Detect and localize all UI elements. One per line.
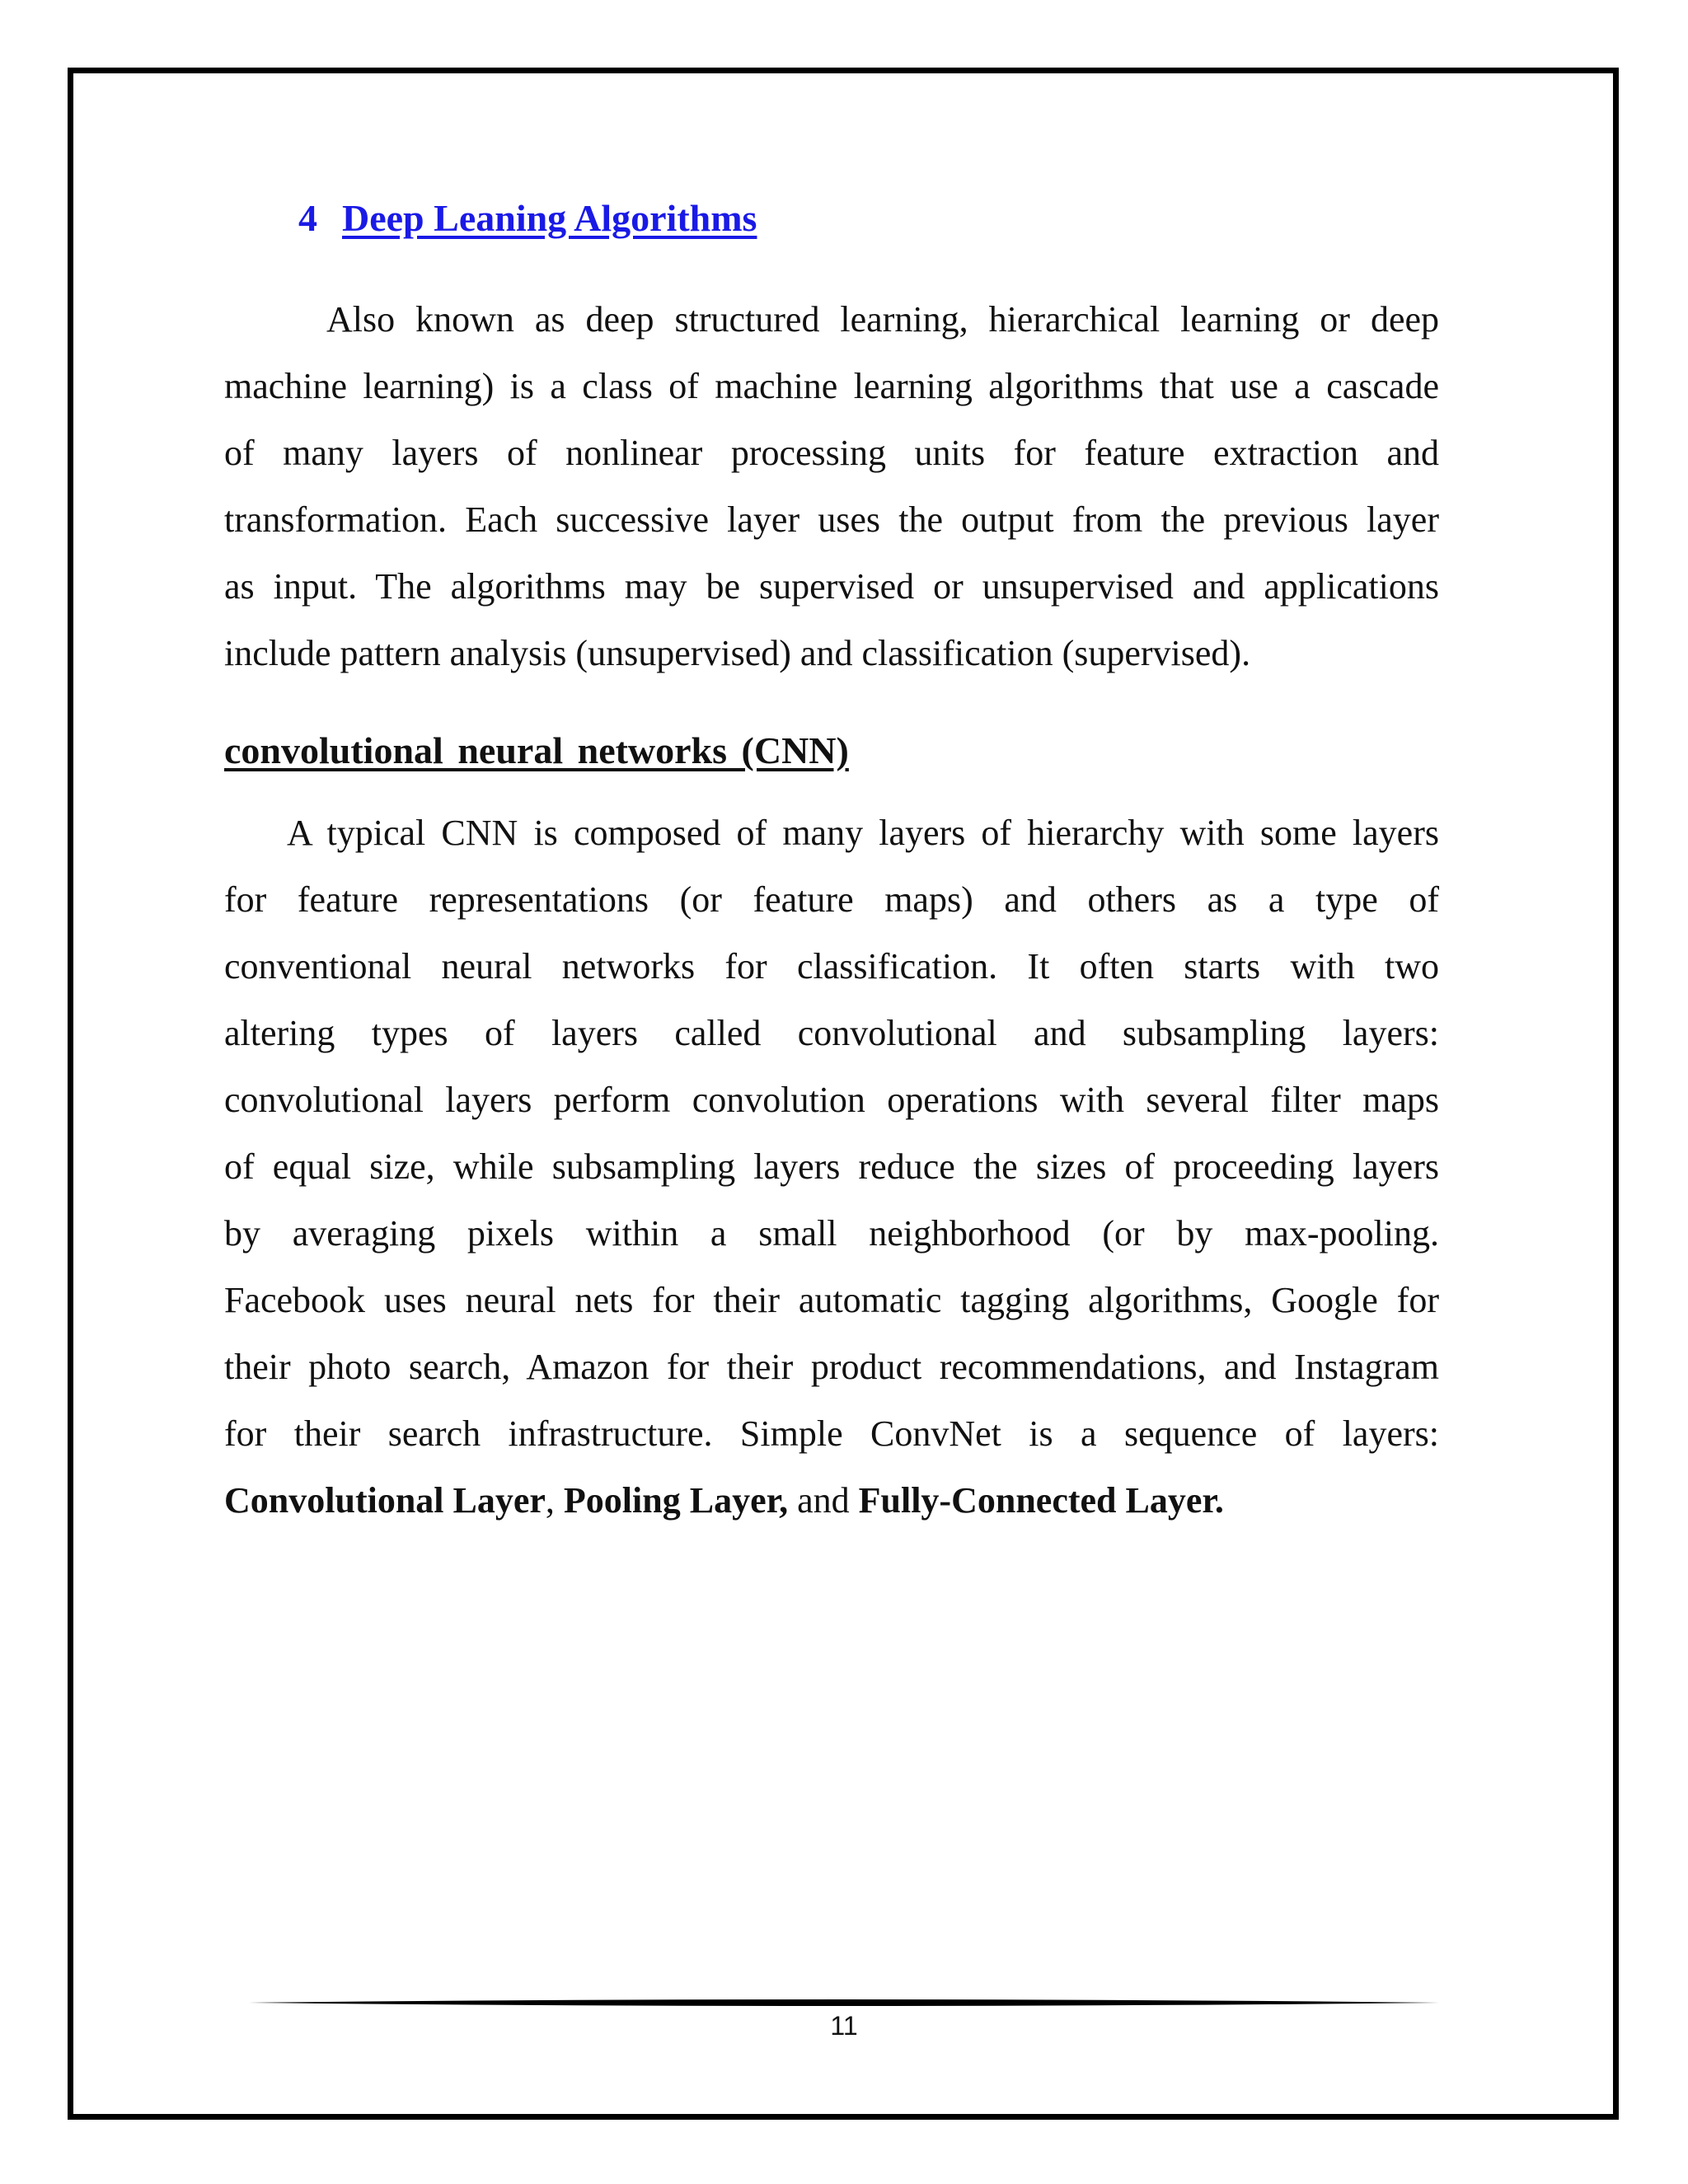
term-fully-connected-layer: Fully-Connected Layer. xyxy=(858,1480,1224,1521)
cnn-line: altering types of layers called convolutional and subsampling layers: xyxy=(224,1013,1439,1053)
cnn-line: convolutional layers perform convolution operations with several filter maps xyxy=(224,1080,1439,1120)
intro-line: include pattern analysis (unsupervised) and classification (supervised). xyxy=(224,633,1251,673)
section-heading xyxy=(298,196,757,240)
intro-line: of many layers of nonlinear processing units for feature extraction and xyxy=(224,433,1439,473)
cnn-paragraph xyxy=(224,799,1439,1534)
separator: , xyxy=(545,1480,564,1521)
intro-line: transformation. Each successive layer uses the output from the previous layer xyxy=(224,499,1439,540)
term-pooling-layer: Pooling Layer, xyxy=(563,1480,789,1521)
separator: and xyxy=(788,1480,859,1521)
intro-line: machine learning) is a class of machine learning algorithms that use a cascade xyxy=(224,366,1439,406)
cnn-heading: convolutional neural networks (CNN) xyxy=(224,729,849,771)
section-title-link[interactable]: Deep Leaning Algorithms xyxy=(342,197,757,239)
cnn-line: by averaging pixels within a small neighborhood (or by max-pooling. xyxy=(224,1213,1439,1254)
cnn-line: for feature representations (or feature maps) and others as a type of xyxy=(224,879,1439,920)
intro-paragraph xyxy=(224,286,1439,687)
footer-rule xyxy=(249,1994,1439,2011)
cnn-line: of equal size, while subsampling layers reduce the sizes of proceeding layers xyxy=(224,1146,1439,1187)
cnn-line: conventional neural networks for classification. It often starts with two xyxy=(224,946,1439,987)
cnn-line: their photo search, Amazon for their product recommendations, and Instagram xyxy=(224,1347,1439,1387)
intro-line: as input. The algorithms may be supervised or unsupervised and applications xyxy=(224,566,1439,607)
cnn-line: for their search infrastructure. Simple ConvNet is a sequence of layers: xyxy=(224,1413,1439,1454)
cnn-final-line xyxy=(224,1467,1439,1534)
page-number: 11 xyxy=(830,2011,858,2041)
cnn-line: A typical CNN is composed of many layers of hierarchy with some layers xyxy=(287,813,1439,853)
term-convolutional-layer: Convolutional Layer xyxy=(224,1480,546,1521)
cnn-line: Facebook uses neural nets for their automatic tagging algorithms, Google for xyxy=(224,1280,1439,1320)
intro-line: Also known as deep structured learning, hierarchical learning or deep xyxy=(326,299,1439,340)
section-number: 4 xyxy=(298,197,317,239)
